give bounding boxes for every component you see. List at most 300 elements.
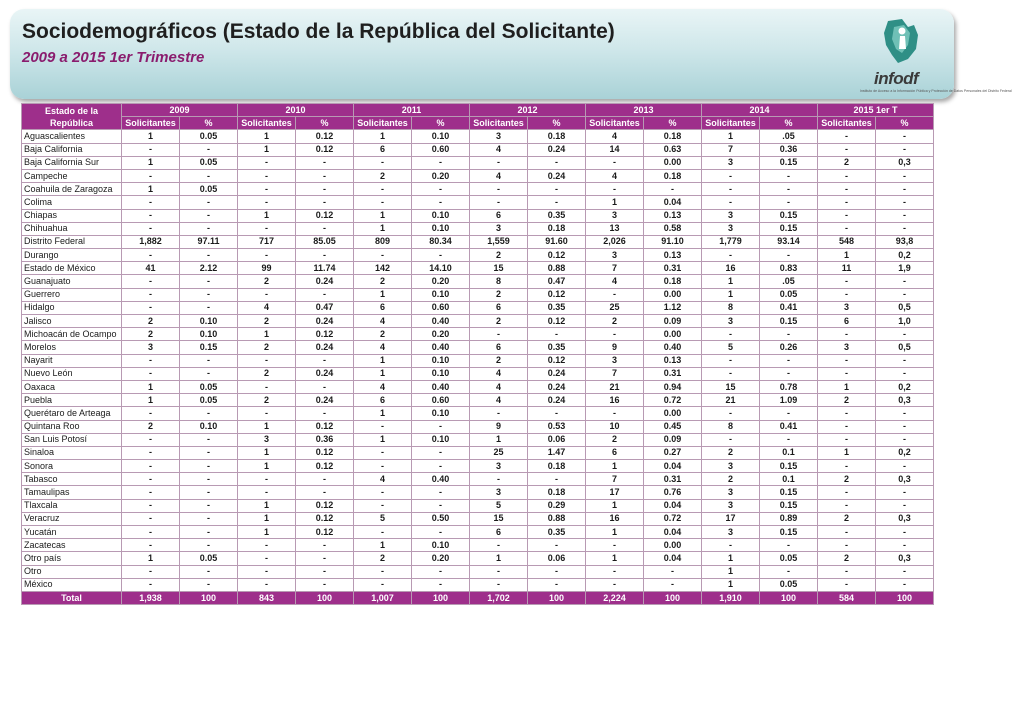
percent-cell: 0.60 — [412, 301, 470, 314]
solicitantes-cell: 9 — [470, 420, 528, 433]
percent-cell: 0.18 — [644, 169, 702, 182]
solicitantes-cell: 3 — [702, 526, 760, 539]
percent-cell: 0,5 — [876, 341, 934, 354]
solicitantes-cell: 17 — [586, 486, 644, 499]
solicitantes-cell: - — [586, 183, 644, 196]
percent-cell: 0.18 — [644, 130, 702, 143]
solicitantes-cell: - — [818, 183, 876, 196]
solicitantes-cell: - — [122, 539, 180, 552]
solicitantes-cell: - — [122, 512, 180, 525]
solicitantes-cell: - — [586, 539, 644, 552]
percent-cell: - — [296, 354, 354, 367]
percent-cell: - — [876, 486, 934, 499]
solicitantes-cell: - — [238, 156, 296, 169]
solicitantes-cell: 8 — [470, 275, 528, 288]
solicitantes-cell: - — [354, 183, 412, 196]
percent-cell: - — [180, 433, 238, 446]
solicitantes-cell: 3 — [586, 209, 644, 222]
percent-cell: 0.12 — [528, 249, 586, 262]
percent-cell: 0.05 — [180, 394, 238, 407]
percent-cell: - — [296, 196, 354, 209]
solicitantes-cell: - — [122, 565, 180, 578]
percent-cell: - — [180, 354, 238, 367]
solicitantes-cell: 2 — [122, 420, 180, 433]
percent-cell: - — [180, 222, 238, 235]
solicitantes-cell: - — [354, 526, 412, 539]
solicitantes-cell: - — [702, 433, 760, 446]
table-row — [22, 301, 934, 314]
solicitantes-cell: - — [818, 407, 876, 420]
solicitantes-cell: 1 — [354, 539, 412, 552]
percent-cell: - — [180, 143, 238, 156]
table-row — [22, 407, 934, 420]
percent-cell: - — [876, 288, 934, 301]
table-row — [22, 565, 934, 578]
percent-cell: 0.72 — [644, 512, 702, 525]
solicitantes-cell: - — [238, 407, 296, 420]
solicitantes-cell: - — [122, 407, 180, 420]
percent-cell: - — [412, 499, 470, 512]
total-percent-cell: 100 — [412, 591, 470, 604]
solicitantes-cell: 99 — [238, 262, 296, 275]
solicitantes-cell: - — [354, 486, 412, 499]
solicitantes-cell: 3 — [818, 301, 876, 314]
percent-header: % — [180, 117, 238, 130]
table-row — [22, 552, 934, 565]
percent-cell: 0.36 — [296, 433, 354, 446]
percent-cell: - — [180, 486, 238, 499]
percent-cell: 0.35 — [528, 341, 586, 354]
percent-cell: 0.88 — [528, 262, 586, 275]
solicitantes-cell: 1 — [818, 249, 876, 262]
solicitantes-cell: - — [702, 354, 760, 367]
percent-cell: 97.11 — [180, 235, 238, 248]
table-row — [22, 473, 934, 486]
total-percent-cell: 100 — [760, 591, 818, 604]
percent-cell: - — [412, 486, 470, 499]
percent-cell: 0.04 — [644, 526, 702, 539]
percent-cell: 0.04 — [644, 499, 702, 512]
percent-cell: - — [412, 156, 470, 169]
solicitantes-cell: - — [122, 354, 180, 367]
solicitantes-cell: 2 — [238, 315, 296, 328]
percent-cell: - — [876, 420, 934, 433]
solicitantes-cell: 1 — [238, 460, 296, 473]
state-name: Distrito Federal — [22, 235, 122, 248]
solicitantes-cell: 2 — [354, 328, 412, 341]
solicitantes-cell: - — [586, 156, 644, 169]
percent-cell: 0.12 — [296, 130, 354, 143]
solicitantes-cell: 4 — [354, 315, 412, 328]
table-row — [22, 209, 934, 222]
percent-cell: - — [296, 552, 354, 565]
percent-cell: 0.18 — [528, 130, 586, 143]
solicitantes-cell: 3 — [586, 249, 644, 262]
percent-cell: - — [528, 473, 586, 486]
percent-cell: - — [296, 578, 354, 591]
percent-cell: 0,5 — [876, 301, 934, 314]
percent-cell: - — [180, 288, 238, 301]
solicitantes-cell: 6 — [586, 446, 644, 459]
state-name: Durango — [22, 249, 122, 262]
percent-cell: - — [412, 565, 470, 578]
percent-cell: - — [180, 196, 238, 209]
table-row — [22, 169, 934, 182]
solicitantes-cell: - — [238, 565, 296, 578]
percent-cell: 0.27 — [644, 446, 702, 459]
percent-cell: 0.24 — [296, 367, 354, 380]
state-name: Morelos — [22, 341, 122, 354]
percent-cell: 0.20 — [412, 552, 470, 565]
solicitantes-cell: 3 — [702, 209, 760, 222]
solicitantes-cell: - — [354, 156, 412, 169]
percent-cell: 0.15 — [760, 486, 818, 499]
solicitantes-cell: - — [818, 526, 876, 539]
solicitantes-cell: 2 — [586, 315, 644, 328]
state-name: San Luis Potosí — [22, 433, 122, 446]
percent-cell: 0.05 — [180, 380, 238, 393]
solicitantes-cell: - — [470, 539, 528, 552]
percent-cell: - — [296, 156, 354, 169]
percent-cell: - — [412, 249, 470, 262]
percent-cell: - — [412, 196, 470, 209]
infodf-emblem-icon — [858, 15, 948, 73]
solicitantes-cell: - — [586, 578, 644, 591]
percent-cell: - — [528, 183, 586, 196]
solicitantes-cell: 4 — [470, 169, 528, 182]
solicitantes-cell: 5 — [470, 499, 528, 512]
solicitantes-cell: 1 — [238, 499, 296, 512]
percent-cell: 91.10 — [644, 235, 702, 248]
solicitantes-cell: 1 — [122, 394, 180, 407]
solicitantes-cell: 8 — [702, 301, 760, 314]
solicitantes-cell: 2 — [122, 328, 180, 341]
solicitantes-cell: - — [470, 196, 528, 209]
total-percent-cell: 100 — [528, 591, 586, 604]
percent-cell: 0.10 — [412, 539, 470, 552]
percent-cell: 0.15 — [760, 526, 818, 539]
solicitantes-cell: 7 — [586, 262, 644, 275]
page-subtitle: 2009 a 2015 1er Trimestre — [22, 49, 205, 66]
percent-cell: 0.31 — [644, 262, 702, 275]
state-name: Tamaulipas — [22, 486, 122, 499]
solicitantes-cell: 1 — [122, 130, 180, 143]
percent-cell: - — [296, 183, 354, 196]
solicitantes-cell: - — [122, 143, 180, 156]
year-header-row — [22, 104, 934, 117]
solicitantes-cell: 25 — [470, 446, 528, 459]
table-row — [22, 499, 934, 512]
percent-cell: 0.58 — [644, 222, 702, 235]
solicitantes-cell: - — [122, 578, 180, 591]
solicitantes-header: Solicitantes — [238, 117, 296, 130]
year-header: 2013 — [586, 104, 702, 117]
solicitantes-cell: 1 — [586, 552, 644, 565]
percent-cell: - — [876, 130, 934, 143]
percent-cell: 0,2 — [876, 249, 934, 262]
percent-cell: 0.15 — [180, 341, 238, 354]
percent-cell: 0.12 — [296, 328, 354, 341]
solicitantes-cell: - — [238, 539, 296, 552]
percent-cell: 0.88 — [528, 512, 586, 525]
percent-cell: 0.40 — [644, 341, 702, 354]
percent-header: % — [296, 117, 354, 130]
percent-cell: - — [296, 169, 354, 182]
percent-cell: - — [180, 499, 238, 512]
total-label: Total — [22, 591, 122, 604]
percent-cell: - — [876, 460, 934, 473]
solicitantes-cell: - — [818, 275, 876, 288]
state-name: Campeche — [22, 169, 122, 182]
percent-cell: 0.20 — [412, 169, 470, 182]
solicitantes-cell: - — [818, 209, 876, 222]
total-solicitantes-cell: 1,007 — [354, 591, 412, 604]
solicitantes-cell: - — [702, 367, 760, 380]
state-name: Quintana Roo — [22, 420, 122, 433]
solicitantes-cell: - — [238, 578, 296, 591]
percent-cell: 0.10 — [412, 288, 470, 301]
solicitantes-cell: - — [586, 288, 644, 301]
percent-cell: 0.05 — [760, 288, 818, 301]
solicitantes-cell: 2 — [702, 446, 760, 459]
solicitantes-cell: - — [470, 407, 528, 420]
percent-cell: 0.13 — [644, 209, 702, 222]
solicitantes-cell: - — [122, 526, 180, 539]
solicitantes-cell: 1 — [354, 222, 412, 235]
solicitantes-cell: - — [702, 169, 760, 182]
percent-cell: 0.94 — [644, 380, 702, 393]
solicitantes-cell: - — [122, 196, 180, 209]
solicitantes-cell: - — [818, 565, 876, 578]
percent-cell: 0.41 — [760, 420, 818, 433]
sociodemographic-table — [21, 103, 934, 605]
percent-cell: .05 — [760, 275, 818, 288]
percent-cell: 0.47 — [296, 301, 354, 314]
state-name: Estado de México — [22, 262, 122, 275]
percent-cell: - — [644, 565, 702, 578]
percent-cell: - — [876, 407, 934, 420]
percent-cell: - — [876, 143, 934, 156]
solicitantes-cell: 3 — [702, 486, 760, 499]
solicitantes-cell: 717 — [238, 235, 296, 248]
percent-cell: - — [876, 169, 934, 182]
state-name: Otro — [22, 565, 122, 578]
state-name: Tlaxcala — [22, 499, 122, 512]
percent-cell: 1.09 — [760, 394, 818, 407]
solicitantes-cell: 25 — [586, 301, 644, 314]
percent-cell: - — [760, 249, 818, 262]
solicitantes-cell: 17 — [702, 512, 760, 525]
solicitantes-header: Solicitantes — [470, 117, 528, 130]
percent-header: % — [644, 117, 702, 130]
percent-cell: 1,0 — [876, 315, 934, 328]
solicitantes-cell: - — [238, 473, 296, 486]
solicitantes-cell: 3 — [818, 341, 876, 354]
solicitantes-cell: - — [122, 473, 180, 486]
percent-cell: - — [760, 539, 818, 552]
percent-cell: 0.24 — [528, 169, 586, 182]
percent-cell: - — [876, 565, 934, 578]
subheader-row — [22, 117, 934, 130]
percent-cell: - — [412, 526, 470, 539]
percent-cell: - — [412, 578, 470, 591]
solicitantes-cell: 2 — [122, 315, 180, 328]
solicitantes-cell: 1 — [702, 130, 760, 143]
solicitantes-cell: 9 — [586, 341, 644, 354]
percent-cell: 0.35 — [528, 209, 586, 222]
solicitantes-cell: - — [122, 499, 180, 512]
solicitantes-cell: - — [818, 288, 876, 301]
solicitantes-cell: 1 — [122, 183, 180, 196]
percent-cell: - — [296, 539, 354, 552]
percent-cell: 0.00 — [644, 328, 702, 341]
logo-caption: Instituto de Acceso a la Información Pública y Protección de Datos Personales del Distrito Federal — [860, 89, 1012, 93]
solicitantes-cell: 2 — [818, 156, 876, 169]
state-name: Michoacán de Ocampo — [22, 328, 122, 341]
solicitantes-cell: 6 — [470, 301, 528, 314]
solicitantes-cell: 6 — [354, 143, 412, 156]
solicitantes-cell: 4 — [470, 367, 528, 380]
percent-cell: - — [180, 301, 238, 314]
percent-cell: 0,3 — [876, 473, 934, 486]
percent-cell: 0.45 — [644, 420, 702, 433]
solicitantes-cell: 1 — [354, 130, 412, 143]
solicitantes-cell: - — [122, 433, 180, 446]
percent-cell: 0.10 — [180, 328, 238, 341]
solicitantes-cell: 1 — [354, 433, 412, 446]
solicitantes-cell: 1 — [354, 354, 412, 367]
year-header: 2009 — [122, 104, 238, 117]
solicitantes-cell: 2 — [470, 354, 528, 367]
percent-cell: 0.00 — [644, 288, 702, 301]
percent-cell: 0.89 — [760, 512, 818, 525]
percent-cell: 93,8 — [876, 235, 934, 248]
percent-cell: 91.60 — [528, 235, 586, 248]
solicitantes-cell: 3 — [470, 130, 528, 143]
percent-cell: 0.18 — [528, 460, 586, 473]
percent-cell: 0.13 — [644, 249, 702, 262]
solicitantes-cell: - — [354, 420, 412, 433]
solicitantes-cell: 1 — [818, 446, 876, 459]
solicitantes-cell: - — [470, 183, 528, 196]
solicitantes-cell: 1 — [354, 407, 412, 420]
solicitantes-cell: 1,779 — [702, 235, 760, 248]
percent-cell: 0.29 — [528, 499, 586, 512]
table-row — [22, 446, 934, 459]
percent-cell: - — [876, 539, 934, 552]
percent-cell: - — [760, 196, 818, 209]
solicitantes-cell: 1 — [354, 367, 412, 380]
percent-cell: 0.72 — [644, 394, 702, 407]
solicitantes-cell: - — [818, 130, 876, 143]
solicitantes-cell: 21 — [586, 380, 644, 393]
solicitantes-cell: 6 — [470, 209, 528, 222]
table-row — [22, 222, 934, 235]
solicitantes-cell: 15 — [470, 512, 528, 525]
percent-cell: - — [876, 499, 934, 512]
solicitantes-cell: 2,026 — [586, 235, 644, 248]
percent-cell: - — [528, 578, 586, 591]
solicitantes-cell: 2 — [818, 394, 876, 407]
solicitantes-cell: - — [238, 354, 296, 367]
percent-cell: - — [760, 183, 818, 196]
solicitantes-cell: - — [818, 196, 876, 209]
infodf-logo — [858, 15, 1012, 97]
percent-cell: 0.15 — [760, 315, 818, 328]
table-row — [22, 341, 934, 354]
percent-cell: 0.53 — [528, 420, 586, 433]
solicitantes-cell: - — [586, 565, 644, 578]
solicitantes-cell: 1 — [238, 209, 296, 222]
solicitantes-cell: - — [818, 143, 876, 156]
solicitantes-cell: - — [354, 249, 412, 262]
solicitantes-cell: 13 — [586, 222, 644, 235]
solicitantes-cell: 6 — [470, 341, 528, 354]
solicitantes-cell: 2 — [238, 394, 296, 407]
percent-cell: 0.04 — [644, 196, 702, 209]
total-solicitantes-cell: 1,910 — [702, 591, 760, 604]
percent-cell: 0.12 — [296, 446, 354, 459]
table-row — [22, 288, 934, 301]
percent-cell: - — [296, 380, 354, 393]
solicitantes-cell: 4 — [354, 341, 412, 354]
percent-cell: 0.36 — [760, 143, 818, 156]
percent-cell: - — [876, 354, 934, 367]
percent-cell: 0.10 — [180, 315, 238, 328]
percent-cell: 0.76 — [644, 486, 702, 499]
percent-cell: 0.15 — [760, 156, 818, 169]
solicitantes-cell: 1 — [470, 552, 528, 565]
solicitantes-cell: 1 — [702, 578, 760, 591]
percent-cell: - — [876, 526, 934, 539]
table-row — [22, 262, 934, 275]
percent-cell: - — [528, 407, 586, 420]
percent-cell: 0.15 — [760, 499, 818, 512]
percent-cell: 0.83 — [760, 262, 818, 275]
percent-cell: 0.20 — [412, 328, 470, 341]
solicitantes-cell: - — [702, 539, 760, 552]
percent-cell: - — [180, 565, 238, 578]
solicitantes-cell: - — [818, 328, 876, 341]
solicitantes-cell: 4 — [586, 169, 644, 182]
percent-cell: 0.18 — [528, 222, 586, 235]
percent-cell: 0.12 — [296, 512, 354, 525]
state-name: Chihuahua — [22, 222, 122, 235]
state-name: Otro país — [22, 552, 122, 565]
solicitantes-cell: 15 — [702, 380, 760, 393]
percent-cell: - — [180, 446, 238, 459]
percent-cell: 0.18 — [644, 275, 702, 288]
solicitantes-cell: - — [818, 420, 876, 433]
solicitantes-cell: - — [122, 169, 180, 182]
percent-cell: 0,2 — [876, 446, 934, 459]
state-name: Veracruz — [22, 512, 122, 525]
title-banner — [10, 9, 1012, 99]
solicitantes-cell: 16 — [586, 394, 644, 407]
solicitantes-cell: 2 — [470, 249, 528, 262]
percent-cell: - — [180, 512, 238, 525]
table-row — [22, 235, 934, 248]
percent-cell: 0.40 — [412, 341, 470, 354]
table-row — [22, 183, 934, 196]
solicitantes-cell: 3 — [702, 460, 760, 473]
percent-cell: 0.31 — [644, 473, 702, 486]
solicitantes-cell: - — [354, 460, 412, 473]
table-row — [22, 196, 934, 209]
solicitantes-cell: - — [238, 183, 296, 196]
percent-cell: 0.05 — [180, 130, 238, 143]
solicitantes-cell: 3 — [122, 341, 180, 354]
